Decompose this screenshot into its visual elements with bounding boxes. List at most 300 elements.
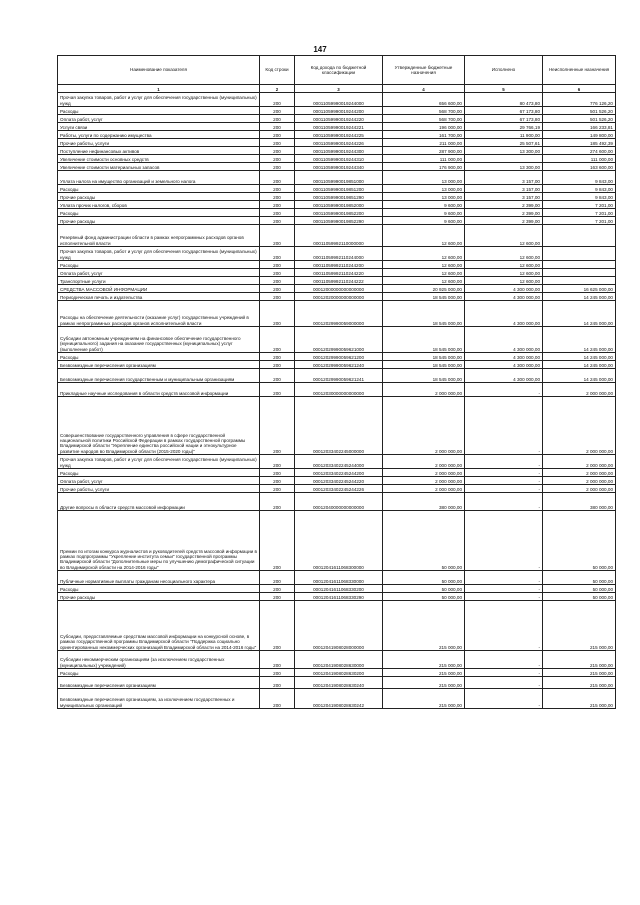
row-classification-code: 00012033402245244220	[295, 477, 383, 485]
row-line-code: 200	[260, 689, 295, 709]
table-row	[58, 383, 616, 397]
row-executed: 4 300 000,00	[465, 353, 543, 361]
row-line-code: 200	[260, 455, 295, 469]
row-classification-code: 00011059990019851200	[295, 185, 383, 193]
row-classification-code: 00011059990019244221	[295, 123, 383, 131]
row-line-code: 200	[260, 185, 295, 193]
row-executed: 67 173,80	[465, 115, 543, 123]
table-row	[58, 689, 616, 709]
row-classification-code: 00011059990019852290	[295, 217, 383, 225]
row-remaining	[543, 225, 616, 247]
table-row	[58, 677, 616, 689]
row-line-code: 200	[260, 193, 295, 201]
budget-execution-table	[57, 55, 616, 709]
row-name: Прочая закупка товаров, работ и услуг для обеспечения государственных (муниципальных) нужд	[58, 247, 260, 261]
row-approved: 111 000,00	[383, 155, 465, 163]
row-remaining: 2 000 000,00	[543, 485, 616, 493]
row-approved: 161 700,00	[383, 131, 465, 139]
row-executed: -	[465, 593, 543, 601]
row-remaining	[543, 261, 616, 269]
row-executed: -	[465, 511, 543, 571]
row-approved: 18 545 000,00	[383, 293, 465, 301]
row-name: Безвозмездные перечисления организациям, за исключением государственных и муниципальных организаций	[58, 689, 260, 709]
row-remaining: 50 000,00	[543, 593, 616, 601]
row-classification-code: 00012029990059000000	[295, 301, 383, 327]
row-approved: 20 925 000,00	[383, 285, 465, 293]
row-name: Поступление нефинансовых активов	[58, 147, 260, 155]
row-classification-code: 00011059990019852200	[295, 209, 383, 217]
row-executed: 4 300 000,00	[465, 285, 543, 293]
row-approved: 12 600,00	[383, 247, 465, 261]
row-classification-code: 00011059990019244200	[295, 107, 383, 115]
row-remaining: 14 245 000,00	[543, 301, 616, 327]
row-line-code: 200	[260, 93, 295, 107]
table-row	[58, 293, 616, 301]
row-classification-code: 00011059990019852000	[295, 201, 383, 209]
row-line-code: 200	[260, 397, 295, 455]
row-classification-code: 00011059990019244000	[295, 93, 383, 107]
row-name: Другие вопросы в области средств массовой информации	[58, 493, 260, 511]
row-classification-code: 00011059992110244000	[295, 247, 383, 261]
row-line-code: 200	[260, 485, 295, 493]
header-approved: Утвержденные бюджетные назначения	[383, 56, 465, 85]
row-classification-code: 00012030000000000000	[295, 383, 383, 397]
row-executed: -	[465, 455, 543, 469]
row-line-code: 200	[260, 585, 295, 593]
row-remaining: 149 800,00	[543, 131, 616, 139]
row-name: Расходы	[58, 209, 260, 217]
header-indicator-name: Наименование показателя	[58, 56, 260, 85]
row-name: Расходы	[58, 669, 260, 677]
row-remaining: 50 000,00	[543, 511, 616, 571]
column-number: 4	[383, 85, 465, 93]
row-line-code: 200	[260, 155, 295, 163]
row-executed: 2 399,00	[465, 217, 543, 225]
row-classification-code: 00011059992110000000	[295, 225, 383, 247]
row-approved: 18 545 000,00	[383, 353, 465, 361]
row-line-code: 200	[260, 201, 295, 209]
row-line-code: 200	[260, 131, 295, 139]
row-approved: 13 000,00	[383, 185, 465, 193]
table-row	[58, 327, 616, 353]
row-executed: -	[465, 477, 543, 485]
row-executed: 4 300 000,00	[465, 293, 543, 301]
row-executed: 3 157,00	[465, 185, 543, 193]
row-remaining: 776 126,20	[543, 93, 616, 107]
row-name: Расходы	[58, 261, 260, 269]
row-executed: -	[465, 397, 543, 455]
row-executed: 4 300 000,00	[465, 369, 543, 383]
table-row	[58, 469, 616, 477]
row-name: Резервный фонд администрации области в рамках непрограммных расходов органов исполнительной власти	[58, 225, 260, 247]
row-name: Периодическая печать и издательства	[58, 293, 260, 301]
row-name: Услуги связи	[58, 123, 260, 131]
row-line-code: 200	[260, 677, 295, 689]
row-remaining: 7 201,00	[543, 209, 616, 217]
row-executed: 11 900,00	[465, 131, 543, 139]
row-executed: -	[465, 469, 543, 477]
row-remaining: 163 600,00	[543, 163, 616, 171]
row-name: Премии по итогам конкурса журналистов и руководителей средств массовой информации в рамках подпрограммы "Укрепление института семьи" государственной программы Владимирской области "Дополнительные меры по улучшению демографической ситуации во Владимирской области на 2014-2016 годы"	[58, 511, 260, 571]
row-classification-code: 00012033402245244000	[295, 455, 383, 469]
row-line-code: 200	[260, 147, 295, 155]
row-approved: 50 000,00	[383, 571, 465, 585]
row-approved: 9 600,00	[383, 209, 465, 217]
row-line-code: 200	[260, 209, 295, 217]
table-row	[58, 669, 616, 677]
row-approved: 12 600,00	[383, 261, 465, 269]
table-row	[58, 247, 616, 261]
row-name: СРЕДСТВА МАССОВОЙ ИНФОРМАЦИИ	[58, 285, 260, 293]
row-classification-code: 00011059990019244226	[295, 139, 383, 147]
header-executed: Исполнено	[465, 56, 543, 85]
row-name: Субсидии автономным учреждениям на финансовое обеспечение государственного (муниципального) задания на оказание государственных (муниципальных) услуг (выполнение работ)	[58, 327, 260, 353]
row-remaining: 14 245 000,00	[543, 369, 616, 383]
row-classification-code: 00012020000000000000	[295, 293, 383, 301]
row-executed: -	[465, 677, 543, 689]
row-approved: 380 000,00	[383, 493, 465, 511]
row-remaining: 215 000,00	[543, 601, 616, 651]
row-remaining: 14 245 000,00	[543, 327, 616, 353]
row-executed: 4 300 000,00	[465, 327, 543, 353]
row-classification-code: 00011059990019244310	[295, 155, 383, 163]
row-classification-code: 00012033402245244226	[295, 485, 383, 493]
row-line-code: 200	[260, 277, 295, 285]
row-name: Безвозмездные перечисления государственным и муниципальным организациям	[58, 369, 260, 383]
row-name: Расходы	[58, 469, 260, 477]
header-remaining: Неисполненные назначения	[543, 56, 616, 85]
row-executed: 29 766,19	[465, 123, 543, 131]
row-remaining: 215 000,00	[543, 677, 616, 689]
row-approved: 9 600,00	[383, 201, 465, 209]
row-remaining: 501 526,20	[543, 115, 616, 123]
column-number: 1	[58, 85, 260, 93]
row-line-code: 200	[260, 669, 295, 677]
row-executed: 3 157,00	[465, 171, 543, 185]
table-row	[58, 155, 616, 163]
row-remaining: 9 843,00	[543, 193, 616, 201]
row-name: Расходы	[58, 185, 260, 193]
table-row	[58, 651, 616, 669]
row-line-code: 200	[260, 171, 295, 185]
row-name: Прочие расходы	[58, 193, 260, 201]
row-approved: 12 600,00	[383, 225, 465, 247]
table-row	[58, 193, 616, 201]
row-executed: 4 300 000,00	[465, 361, 543, 369]
row-line-code: 200	[260, 651, 295, 669]
row-approved: 9 600,00	[383, 217, 465, 225]
row-classification-code: 00012029990059621200	[295, 353, 383, 361]
column-number: 3	[295, 85, 383, 93]
row-classification-code: 00012041611068300000	[295, 511, 383, 571]
page-number: 147	[313, 45, 327, 54]
row-executed: 12 600,00	[465, 269, 543, 277]
row-classification-code: 00012033402245244200	[295, 469, 383, 477]
row-name: Прочие работы, услуги	[58, 485, 260, 493]
table-row	[58, 353, 616, 361]
row-remaining: 215 000,00	[543, 669, 616, 677]
table-row	[58, 261, 616, 269]
table-row	[58, 455, 616, 469]
row-line-code: 200	[260, 369, 295, 383]
row-executed	[465, 155, 543, 163]
row-approved: 2 000 000,00	[383, 397, 465, 455]
row-name: Безвозмездные перечисления организациям	[58, 677, 260, 689]
row-name: Расходы	[58, 585, 260, 593]
row-line-code: 200	[260, 327, 295, 353]
row-name: Прочие расходы	[58, 217, 260, 225]
row-approved: 568 700,00	[383, 107, 465, 115]
row-name: Безвозмездные перечисления организациям	[58, 361, 260, 369]
row-approved: 2 000 000,00	[383, 485, 465, 493]
row-executed: 12 600,00	[465, 247, 543, 261]
table-row	[58, 163, 616, 171]
header-classification-code: Код дохода по бюджетной классификации	[295, 56, 383, 85]
row-approved: 568 700,00	[383, 115, 465, 123]
row-remaining: 2 000 000,00	[543, 383, 616, 397]
row-name: Увеличение стоимости материальных запасов	[58, 163, 260, 171]
table-row	[58, 225, 616, 247]
table-row	[58, 201, 616, 209]
row-name: Уплата налога на имущество организаций и земельного налога	[58, 171, 260, 185]
row-remaining: 14 245 000,00	[543, 361, 616, 369]
row-remaining	[543, 247, 616, 261]
row-classification-code: 00012000000000000000	[295, 285, 383, 293]
row-classification-code: 00011059992110244222	[295, 277, 383, 285]
row-executed: -	[465, 689, 543, 709]
row-remaining: 2 000 000,00	[543, 397, 616, 455]
table-row	[58, 147, 616, 155]
row-approved: 287 900,00	[383, 147, 465, 155]
row-name: Расходы	[58, 107, 260, 115]
row-approved: 18 545 000,00	[383, 369, 465, 383]
table-row	[58, 107, 616, 115]
row-line-code: 200	[260, 163, 295, 171]
table-row	[58, 185, 616, 193]
table-row	[58, 269, 616, 277]
row-line-code: 200	[260, 247, 295, 261]
table-row	[58, 477, 616, 485]
row-line-code: 200	[260, 469, 295, 477]
row-remaining: 7 201,00	[543, 201, 616, 209]
row-remaining: 50 000,00	[543, 585, 616, 593]
row-remaining: 50 000,00	[543, 571, 616, 585]
row-approved: 18 545 000,00	[383, 361, 465, 369]
table-row	[58, 601, 616, 651]
table-row	[58, 369, 616, 383]
row-classification-code: 00011059990019244220	[295, 115, 383, 123]
row-name: Субсидии, предоставляемые средствам массовой информации на конкурсной основе, в рамках государственной программы Владимирской области "Поддержка социально ориентированных некоммерческих организаций Владимирской области на 2014-2016 годы"	[58, 601, 260, 651]
header-line-code: Код строки	[260, 56, 295, 85]
row-approved: 2 000 000,00	[383, 455, 465, 469]
row-name: Субсидии некоммерческим организациям (за исключением государственных (муниципальных) учреждений)	[58, 651, 260, 669]
row-classification-code: 00012040000000000000	[295, 493, 383, 511]
row-name: Расходы	[58, 353, 260, 361]
table-row	[58, 493, 616, 511]
row-name: Прочая закупка товаров, работ и услуг для обеспечения государственных (муниципальных) нужд	[58, 455, 260, 469]
row-line-code: 200	[260, 123, 295, 131]
row-line-code: 200	[260, 293, 295, 301]
row-executed: -	[465, 571, 543, 585]
row-approved: 13 000,00	[383, 171, 465, 185]
row-classification-code: 00011059990019851000	[295, 171, 383, 185]
row-classification-code: 00011059990019851290	[295, 193, 383, 201]
row-name: Транспортные услуги	[58, 277, 260, 285]
row-executed: 13 300,00	[465, 163, 543, 171]
row-line-code: 200	[260, 493, 295, 511]
row-approved: 176 900,00	[383, 163, 465, 171]
column-number: 6	[543, 85, 616, 93]
row-line-code: 200	[260, 353, 295, 361]
row-approved: 215 000,00	[383, 677, 465, 689]
row-classification-code: 00012029990059621000	[295, 327, 383, 353]
row-approved: 50 000,00	[383, 585, 465, 593]
row-line-code: 200	[260, 261, 295, 269]
row-name: Оплата работ, услуг	[58, 269, 260, 277]
row-approved: 50 000,00	[383, 511, 465, 571]
table-row	[58, 123, 616, 131]
row-line-code: 200	[260, 361, 295, 369]
row-line-code: 200	[260, 383, 295, 397]
row-executed: 13 300,00	[465, 147, 543, 155]
row-executed: 12 600,00	[465, 225, 543, 247]
row-remaining: 16 625 000,00	[543, 285, 616, 293]
row-name: Уплата прочих налогов, сборов	[58, 201, 260, 209]
row-remaining: 380 000,00	[543, 493, 616, 511]
row-executed: -	[465, 669, 543, 677]
row-classification-code: 00011059990019244300	[295, 147, 383, 155]
row-executed: -	[465, 485, 543, 493]
row-executed: -	[465, 651, 543, 669]
row-approved: 211 000,00	[383, 139, 465, 147]
row-remaining: 7 201,00	[543, 217, 616, 225]
row-remaining: 166 233,81	[543, 123, 616, 131]
table-row	[58, 361, 616, 369]
row-approved: 215 000,00	[383, 669, 465, 677]
table-row	[58, 397, 616, 455]
row-approved: 215 000,00	[383, 689, 465, 709]
row-line-code: 200	[260, 301, 295, 327]
row-remaining: 2 000 000,00	[543, 455, 616, 469]
row-name: Увеличение стоимости основных средств	[58, 155, 260, 163]
row-classification-code: 00011059992110244220	[295, 269, 383, 277]
row-line-code: 200	[260, 593, 295, 601]
row-remaining: 14 245 000,00	[543, 293, 616, 301]
row-remaining: 274 600,00	[543, 147, 616, 155]
row-classification-code: 00011059990019244340	[295, 163, 383, 171]
row-line-code: 200	[260, 571, 295, 585]
row-remaining: 2 000 000,00	[543, 469, 616, 477]
row-approved: 12 600,00	[383, 269, 465, 277]
row-executed: 25 507,61	[465, 139, 543, 147]
row-classification-code: 00012041611068330200	[295, 585, 383, 593]
table-row	[58, 217, 616, 225]
table-row	[58, 209, 616, 217]
row-executed: 3 157,00	[465, 193, 543, 201]
table-row	[58, 93, 616, 107]
row-classification-code: 00012041908028630200	[295, 669, 383, 677]
row-classification-code: 00011059992110244200	[295, 261, 383, 269]
row-executed: -	[465, 601, 543, 651]
row-line-code: 200	[260, 139, 295, 147]
row-name: Прочие расходы	[58, 593, 260, 601]
row-line-code: 200	[260, 601, 295, 651]
row-name: Публичные нормативные выплаты гражданам несоциального характера	[58, 571, 260, 585]
row-approved: 50 000,00	[383, 593, 465, 601]
table-row	[58, 593, 616, 601]
row-classification-code: 00012033402245000000	[295, 397, 383, 455]
row-remaining: 14 245 000,00	[543, 353, 616, 361]
row-approved: 215 000,00	[383, 601, 465, 651]
table-row	[58, 131, 616, 139]
table-row	[58, 571, 616, 585]
row-executed: 67 173,80	[465, 107, 543, 115]
row-line-code: 200	[260, 285, 295, 293]
row-line-code: 200	[260, 225, 295, 247]
row-name: Прочая закупка товаров, работ и услуг для обеспечения государственных (муниципальных) нужд	[58, 93, 260, 107]
row-executed: 12 600,00	[465, 277, 543, 285]
row-executed: -	[465, 383, 543, 397]
table-row	[58, 115, 616, 123]
row-classification-code: 00012029990059621240	[295, 361, 383, 369]
table-row	[58, 139, 616, 147]
column-number: 2	[260, 85, 295, 93]
row-name: Совершенствование государственного управления в сфере государственной национальной политики Российской Федерации в рамках государственной программы Владимирской области "Укрепление единства российской нации и этнокультурное развитие народов во Владимирской области (2015-2020 годы)"	[58, 397, 260, 455]
row-executed: -	[465, 493, 543, 511]
row-remaining: 185 492,39	[543, 139, 616, 147]
table-row	[58, 585, 616, 593]
row-line-code: 200	[260, 115, 295, 123]
row-line-code: 200	[260, 217, 295, 225]
row-executed: 2 399,00	[465, 209, 543, 217]
row-name: Работы, услуги по содержанию имущества	[58, 131, 260, 139]
row-approved: 2 000 000,00	[383, 383, 465, 397]
row-name: Оплата работ, услуг	[58, 477, 260, 485]
row-executed: 12 600,00	[465, 261, 543, 269]
row-line-code: 200	[260, 107, 295, 115]
row-classification-code: 00012041611068330290	[295, 593, 383, 601]
column-number-row	[58, 85, 616, 93]
row-name: Прикладные научные исследования в области средств массовой информации	[58, 383, 260, 397]
table-row	[58, 511, 616, 571]
row-line-code: 200	[260, 477, 295, 485]
row-classification-code: 00012041908028630240	[295, 677, 383, 689]
table-body	[58, 93, 616, 709]
row-executed: 4 300 000,00	[465, 301, 543, 327]
row-remaining: 215 000,00	[543, 689, 616, 709]
row-name: Прочие работы, услуги	[58, 139, 260, 147]
row-remaining	[543, 269, 616, 277]
header-row	[58, 56, 616, 85]
row-approved: 18 545 000,00	[383, 301, 465, 327]
table-row	[58, 485, 616, 493]
row-approved: 196 000,00	[383, 123, 465, 131]
row-approved: 13 000,00	[383, 193, 465, 201]
row-remaining: 9 843,00	[543, 185, 616, 193]
row-approved: 12 600,00	[383, 277, 465, 285]
row-name: Расходы на обеспечение деятельности (оказание услуг) государственных учреждений в рамках непрограммных расходов органов исполнительной власти	[58, 301, 260, 327]
row-classification-code: 00012029990059621241	[295, 369, 383, 383]
row-executed: 2 399,00	[465, 201, 543, 209]
table-row	[58, 285, 616, 293]
row-remaining: 111 000,00	[543, 155, 616, 163]
row-classification-code: 00012041908028000000	[295, 601, 383, 651]
row-line-code: 200	[260, 269, 295, 277]
row-line-code: 200	[260, 511, 295, 571]
row-approved: 18 545 000,00	[383, 327, 465, 353]
table-row	[58, 171, 616, 185]
row-classification-code: 00012041611068330000	[295, 571, 383, 585]
